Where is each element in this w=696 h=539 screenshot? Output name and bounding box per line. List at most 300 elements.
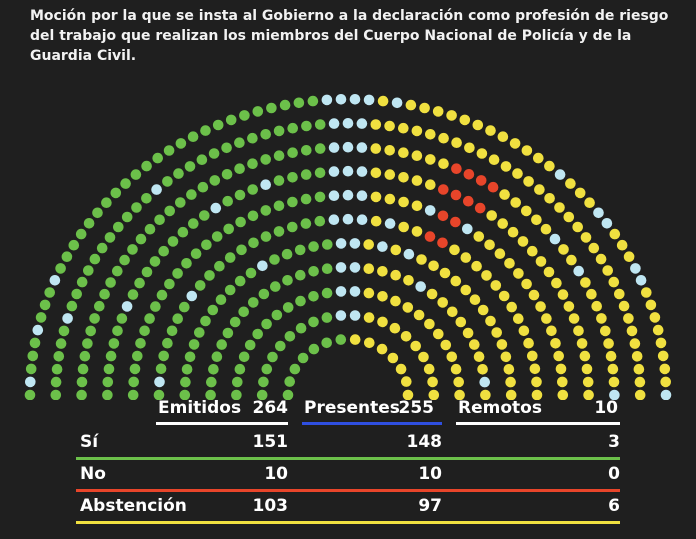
seat-dot — [544, 193, 555, 204]
seat-dot — [343, 166, 354, 177]
seat-dot — [364, 312, 375, 323]
seat-dot — [427, 289, 438, 300]
seat-dot — [529, 290, 540, 301]
seat-dot — [295, 245, 306, 256]
seat-dot — [295, 296, 306, 307]
seat-dot — [322, 312, 333, 323]
seat-dot — [412, 201, 423, 212]
seat-dot — [175, 197, 186, 208]
seat-dot — [428, 261, 439, 272]
seat-dot — [464, 143, 475, 154]
seat-dot — [261, 231, 272, 242]
seat-dot — [83, 265, 94, 276]
seat-dot — [491, 327, 502, 338]
seat-dot — [575, 188, 586, 199]
seat-dot — [336, 262, 347, 273]
seat-dot — [446, 110, 457, 121]
seat-dot — [51, 390, 62, 400]
seat-dot — [462, 224, 473, 235]
seat-dot — [486, 210, 497, 221]
seat-dot — [364, 263, 375, 274]
seat-dot — [390, 296, 401, 307]
seat-dot — [301, 121, 312, 132]
seat-dot — [656, 338, 667, 349]
seat-dot — [357, 142, 368, 153]
seat-dot — [194, 327, 205, 338]
seat-dot — [464, 169, 475, 180]
row-si-underline — [76, 457, 620, 460]
seat-dot — [523, 338, 534, 349]
seat-dot — [225, 252, 236, 263]
seat-dot — [530, 364, 541, 375]
seat-dot — [350, 238, 361, 249]
seat-dot — [185, 161, 196, 172]
seat-dot — [154, 215, 165, 226]
seat-dot — [456, 317, 467, 328]
seat-dot — [377, 317, 388, 328]
seat-dot — [290, 364, 301, 375]
seat-dot — [398, 222, 409, 233]
seat-dot — [178, 227, 189, 238]
seat-dot — [541, 313, 552, 324]
seat-dot — [653, 325, 664, 336]
seat-dot — [26, 364, 37, 375]
seat-dot — [453, 377, 464, 388]
seat-dot — [419, 103, 430, 114]
seat-dot — [131, 169, 142, 180]
seat-dot — [499, 189, 510, 200]
seat-dot — [641, 287, 652, 298]
seat-dot — [336, 94, 347, 105]
seat-dot — [550, 338, 561, 349]
seat-dot — [412, 226, 423, 237]
seat-dot — [191, 248, 202, 259]
seat-dot — [573, 266, 584, 277]
row-abstencion-remotos: 6 — [608, 496, 620, 516]
seat-dot — [522, 145, 533, 156]
remotos-header — [458, 398, 618, 418]
seat-dot — [208, 364, 219, 375]
seat-dot — [212, 351, 223, 362]
seat-dot — [437, 297, 448, 308]
seat-dot — [25, 377, 36, 388]
seat-dot — [180, 377, 191, 388]
seat-dot — [508, 227, 519, 238]
seat-dot — [336, 310, 347, 321]
emitidos-underline — [156, 422, 288, 425]
results-header — [76, 398, 628, 424]
seat-dot — [222, 169, 233, 180]
seat-dot — [447, 352, 458, 363]
seat-dot — [357, 190, 368, 201]
seat-dot — [71, 289, 82, 300]
seat-dot — [425, 231, 436, 242]
seat-dot — [168, 236, 179, 247]
seat-dot — [309, 344, 320, 355]
seat-dot — [111, 188, 122, 199]
seat-dot — [440, 268, 451, 279]
seat-dot — [557, 377, 568, 388]
seat-dot — [238, 307, 249, 318]
seat-dot — [248, 238, 259, 249]
seat-dot — [661, 390, 672, 400]
seat-dot — [388, 353, 399, 364]
seat-dot — [274, 226, 285, 237]
row-no — [76, 464, 628, 490]
seat-dot — [501, 352, 512, 363]
seat-dot — [556, 364, 567, 375]
seat-dot — [69, 240, 80, 251]
seat-dot — [77, 377, 88, 388]
seat-dot — [308, 96, 319, 107]
seat-dot — [329, 214, 340, 225]
seat-dot — [287, 147, 298, 158]
seat-dot — [451, 163, 462, 174]
seat-dot — [544, 161, 555, 172]
seat-dot — [501, 161, 512, 172]
seat-dot — [230, 317, 241, 328]
seat-dot — [51, 377, 62, 388]
seat-dot — [451, 137, 462, 148]
seat-dot — [287, 197, 298, 208]
seat-dot — [30, 338, 41, 349]
seat-dot — [158, 351, 169, 362]
seat-dot — [350, 310, 361, 321]
seat-dot — [414, 310, 425, 321]
seat-dot — [418, 352, 429, 363]
seat-dot — [223, 224, 234, 235]
seat-dot — [336, 286, 347, 297]
seat-dot — [187, 291, 198, 302]
seat-dot — [606, 351, 617, 362]
seat-dot — [329, 142, 340, 153]
seat-dot — [512, 168, 523, 179]
seat-dot — [222, 196, 233, 207]
seat-dot — [498, 131, 509, 142]
seat-dot — [646, 300, 657, 311]
seat-dot — [172, 313, 183, 324]
seat-dot — [235, 190, 246, 201]
seat-dot — [371, 168, 382, 179]
seat-dot — [84, 218, 95, 229]
seat-dot — [239, 110, 250, 121]
seat-dot — [246, 268, 257, 279]
seat-dot — [280, 100, 291, 111]
seat-dot — [581, 232, 592, 243]
seat-dot — [634, 364, 645, 375]
seat-dot — [531, 377, 542, 388]
seat-dot — [564, 212, 575, 223]
seat-dot — [162, 338, 173, 349]
seat-dot — [269, 254, 280, 265]
seat-dot — [412, 126, 423, 137]
row-si — [76, 432, 628, 458]
seat-dot — [477, 364, 488, 375]
seat-dot — [624, 251, 635, 262]
seat-dot — [608, 364, 619, 375]
seat-dot — [283, 302, 294, 313]
seat-dot — [322, 239, 333, 250]
seat-dot — [510, 197, 521, 208]
seat-dot — [182, 364, 193, 375]
seat-dot — [425, 129, 436, 140]
seat-dot — [257, 261, 268, 272]
seat-dot — [164, 279, 175, 290]
seat-dot — [385, 169, 396, 180]
seat-dot — [433, 106, 444, 117]
seat-dot — [364, 95, 375, 106]
seat-dot — [67, 301, 78, 312]
seat-dot — [130, 364, 141, 375]
seat-dot — [295, 270, 306, 281]
seat-dot — [470, 294, 481, 305]
seat-dot — [201, 240, 212, 251]
seat-dot — [308, 291, 319, 302]
seat-dot — [630, 263, 641, 274]
seat-dot — [173, 168, 184, 179]
seat-dot — [489, 154, 500, 165]
seat-dot — [208, 305, 219, 316]
seat-dot — [586, 289, 597, 300]
seat-dot — [527, 246, 538, 257]
row-no-remotos: 0 — [608, 464, 620, 484]
seat-dot — [89, 313, 100, 324]
row-abstencion — [76, 496, 628, 522]
seat-dot — [336, 238, 347, 249]
seat-dot — [105, 277, 116, 288]
seat-dot — [438, 211, 449, 222]
seat-dot — [580, 351, 591, 362]
seat-dot — [425, 179, 436, 190]
row-abstencion-emitidos: 103 — [252, 496, 288, 516]
seat-dot — [206, 377, 217, 388]
seat-dot — [479, 377, 490, 388]
seat-dot — [371, 119, 382, 130]
seat-dot — [260, 129, 271, 140]
seat-dot — [221, 143, 232, 154]
seat-dot — [650, 312, 661, 323]
seat-dot — [589, 243, 600, 254]
seat-dot — [554, 202, 565, 213]
seat-dot — [403, 275, 414, 286]
seat-dot — [329, 166, 340, 177]
seat-dot — [270, 281, 281, 292]
seat-dot — [322, 288, 333, 299]
row-abstencion-underline — [76, 521, 620, 524]
seat-dot — [521, 206, 532, 217]
seat-dot — [322, 95, 333, 106]
seat-dot — [384, 121, 395, 132]
seat-dot — [336, 334, 347, 345]
seat-dot — [438, 158, 449, 169]
seat-dot — [128, 289, 139, 300]
motion-title: Moción por la que se insta al Gobierno a la declaración como profesión de riesgo del trabajo que realizan los miembros del Cuerpo Nacional de Policía y de la Guardia Civil. — [30, 8, 669, 64]
seat-dot — [471, 261, 482, 272]
seat-dot — [371, 143, 382, 154]
seat-dot — [80, 351, 91, 362]
seat-dot — [510, 138, 521, 149]
seat-dot — [447, 307, 458, 318]
seat-dot — [212, 231, 223, 242]
seat-dot — [461, 285, 472, 296]
seat-dot — [298, 353, 309, 364]
seat-dot — [572, 222, 583, 233]
seat-dot — [211, 203, 222, 214]
emitidos-label: Emitidos — [158, 398, 242, 418]
seat-dot — [188, 131, 199, 142]
seat-dot — [660, 377, 671, 388]
seat-dot — [475, 203, 486, 214]
seat-dot — [287, 123, 298, 134]
seat-dot — [128, 377, 139, 388]
seat-dot — [172, 268, 183, 279]
seat-dot — [189, 339, 200, 350]
seat-dot — [162, 176, 173, 187]
row-abstencion-label: Abstención — [80, 496, 187, 516]
seat-dot — [99, 289, 110, 300]
seat-dot — [151, 184, 162, 195]
seat-dot — [204, 270, 215, 281]
emitidos-header — [158, 398, 288, 418]
seat-dot — [56, 338, 67, 349]
remotos-total: 10 — [594, 398, 618, 418]
seat-dot — [377, 266, 388, 277]
seat-dot — [485, 316, 496, 327]
row-si-remotos: 3 — [608, 432, 620, 452]
seat-dot — [308, 317, 319, 328]
seat-dot — [272, 310, 283, 321]
seat-dot — [497, 339, 508, 350]
seat-dot — [282, 249, 293, 260]
seat-dot — [167, 326, 178, 337]
row-si-presentes: 148 — [406, 432, 442, 452]
seat-dot — [259, 289, 270, 300]
seat-dot — [97, 243, 108, 254]
seat-dot — [62, 313, 73, 324]
seat-dot — [357, 166, 368, 177]
seat-dot — [164, 206, 175, 217]
seat-dot — [343, 214, 354, 225]
seat-dot — [491, 280, 502, 291]
seat-dot — [274, 175, 285, 186]
seat-dot — [141, 193, 152, 204]
seat-dot — [553, 351, 564, 362]
seat-dot — [44, 287, 55, 298]
seat-dot — [343, 118, 354, 129]
seat-dot — [122, 212, 133, 223]
seat-dot — [235, 217, 246, 228]
seat-dot — [377, 241, 388, 252]
seat-dot — [635, 390, 646, 400]
seat-dot — [103, 377, 114, 388]
seat-dot — [609, 377, 620, 388]
seat-dot — [294, 98, 305, 109]
seat-dot — [274, 201, 285, 212]
seat-dot — [660, 364, 671, 375]
seat-dot — [157, 290, 168, 301]
seat-dot — [198, 182, 209, 193]
seat-dot — [596, 254, 607, 265]
seat-dot — [104, 364, 115, 375]
seat-dot — [176, 138, 187, 149]
seat-dot — [164, 145, 175, 156]
seat-dot — [533, 153, 544, 164]
seat-dot — [141, 161, 152, 172]
presentes-total: 255 — [398, 398, 434, 418]
seat-dot — [235, 364, 246, 375]
presentes-underline — [302, 422, 442, 425]
row-no-presentes: 10 — [418, 464, 442, 484]
seat-dot — [627, 326, 638, 337]
seat-dot — [519, 326, 530, 337]
seat-dot — [617, 240, 628, 251]
seat-dot — [109, 338, 120, 349]
seat-dot — [55, 263, 66, 274]
seat-dot — [513, 268, 524, 279]
seat-dot — [245, 340, 256, 351]
seat-dot — [396, 364, 407, 375]
seat-dot — [584, 197, 595, 208]
remotos-label: Remotos — [458, 398, 542, 418]
seat-dot — [247, 184, 258, 195]
seat-dot — [551, 278, 562, 289]
seat-dot — [315, 192, 326, 203]
seat-dot — [485, 125, 496, 136]
seat-dot — [602, 265, 613, 276]
seat-dot — [630, 338, 641, 349]
seat-dot — [52, 364, 63, 375]
seat-dot — [234, 163, 245, 174]
seat-dot — [398, 123, 409, 134]
seat-dot — [33, 325, 44, 336]
seat-dot — [308, 241, 319, 252]
seat-dot — [390, 323, 401, 334]
seat-dot — [477, 148, 488, 159]
seat-dot — [363, 239, 374, 250]
seat-dot — [274, 150, 285, 161]
seat-dot — [112, 326, 123, 337]
seat-dot — [301, 218, 312, 229]
seat-dot — [188, 218, 199, 229]
seat-dot — [223, 328, 234, 339]
seat-dot — [226, 115, 237, 126]
seat-dot — [28, 351, 39, 362]
seat-dot — [600, 326, 611, 337]
presentes-label: Presentes — [304, 398, 400, 418]
seat-dot — [371, 192, 382, 203]
emitidos-total: 264 — [252, 398, 288, 418]
seat-dot — [460, 115, 471, 126]
seat-dot — [401, 331, 412, 342]
seat-dot — [225, 285, 236, 296]
seat-dot — [497, 218, 508, 229]
row-no-emitidos: 10 — [264, 464, 288, 484]
seat-dot — [216, 339, 227, 350]
seat-dot — [484, 240, 495, 251]
seat-dot — [234, 137, 245, 148]
seat-dot — [565, 178, 576, 189]
seat-dot — [623, 313, 634, 324]
seat-dot — [94, 301, 105, 312]
seat-dot — [77, 277, 88, 288]
seat-dot — [248, 211, 259, 222]
seat-dot — [315, 119, 326, 130]
seat-dot — [261, 319, 272, 330]
seat-dot — [260, 154, 271, 165]
seat-dot — [262, 364, 273, 375]
seat-dot — [433, 329, 444, 340]
row-no-label: No — [80, 464, 106, 484]
